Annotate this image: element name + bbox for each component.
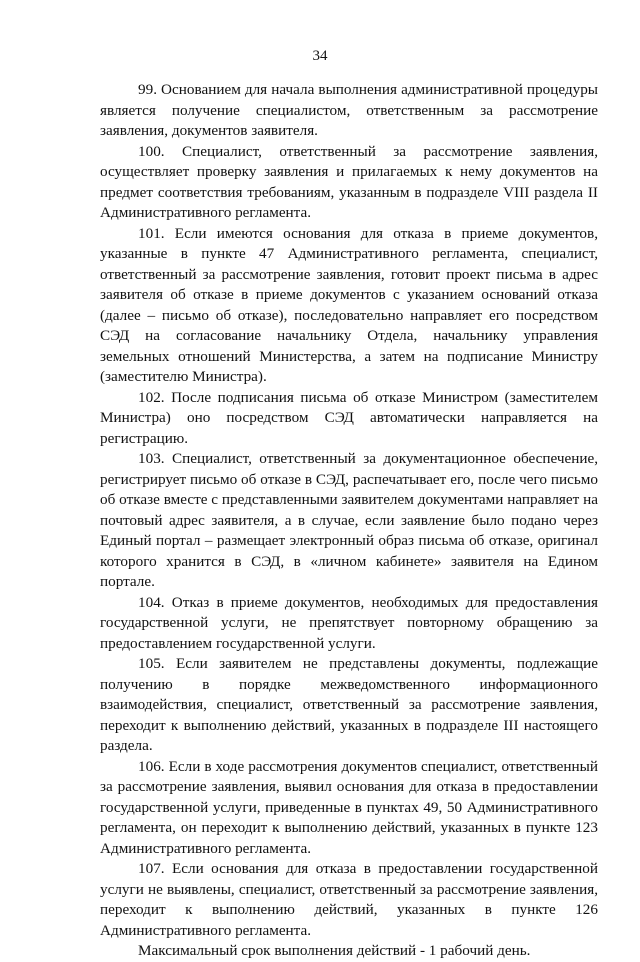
paragraph-100: 100. Специалист, ответственный за рассмотрение заявления, осуществляет проверку заявления и прилагаемых к нему документов на предмет соответствия требованиям, указанным в подразделе VIII раздела II Административного регламента. bbox=[100, 142, 598, 221]
page-number: 34 bbox=[312, 48, 328, 64]
paragraph-99: 99. Основанием для начала выполнения административной процедуры является получение специалистом, ответственным за рассмотрение заявления, документов заявителя. bbox=[100, 81, 598, 139]
paragraph-104: 104. Отказ в приеме документов, необходимых для предоставления государственной услуги, не препятствует повторному обращению за предоставлением государственной услуги. bbox=[100, 593, 598, 652]
paragraph-103: 103. Специалист, ответственный за документационное обеспечение, регистрирует письмо об отказе в СЭД, распечатывает его, после чего письмо об отказе вместе с представленными заявителем документами направляет на почтовый адрес заявителя, а в случае, если заявление было подано через Единый портал – размещает электронный образ письма об отказе, оригинал которого хранится в СЭД, в «личном кабинете» заявителя на Едином портале. bbox=[100, 450, 598, 590]
paragraph-106: 106. Если в ходе рассмотрения документов специалист, ответственный за рассмотрение заявления, выявил основания для отказа в предоставлении государственной услуги, приведенные в пунктах 49, 50 Административного регламента, он переходит к выполнению действий, указанных в пункте 123 Административного регламента. bbox=[100, 757, 598, 857]
document-body bbox=[100, 80, 598, 962]
paragraph-102: 102. После подписания письма об отказе Министром (заместителем Министра) оно посредством СЭД автоматически направляется на регистрацию. bbox=[100, 388, 598, 447]
max-duration-note: Максимальный срок выполнения действий - 1 рабочий день. bbox=[138, 942, 531, 959]
paragraph-107: 107. Если основания для отказа в предоставлении государственной услуги не выявлены, специалист, ответственный за рассмотрение заявления, переходит к выполнению действий, указанных в пункте 126 Административного регламента. bbox=[100, 860, 598, 939]
paragraph-101: 101. Если имеются основания для отказа в приеме документов, указанные в пункте 47 Административного регламента, специалист, ответственный за рассмотрение заявления, готовит проект письма в адрес заявителя об отказе в приеме документов с указанием оснований отказа (далее – письмо об отказе), последовательно направляет его посредством СЭД на согласование начальнику Отдела, начальнику управления земельных отношений Министерства, а затем на подписание Министру (заместителю Министра). bbox=[100, 224, 598, 385]
paragraph-105: 105. Если заявителем не представлены документы, подлежащие получению в порядке межведомственного информационного взаимодействия, специалист, ответственный за рассмотрение заявления, переходит к выполнению действий, указанных в подразделе III настоящего раздела. bbox=[100, 655, 598, 754]
